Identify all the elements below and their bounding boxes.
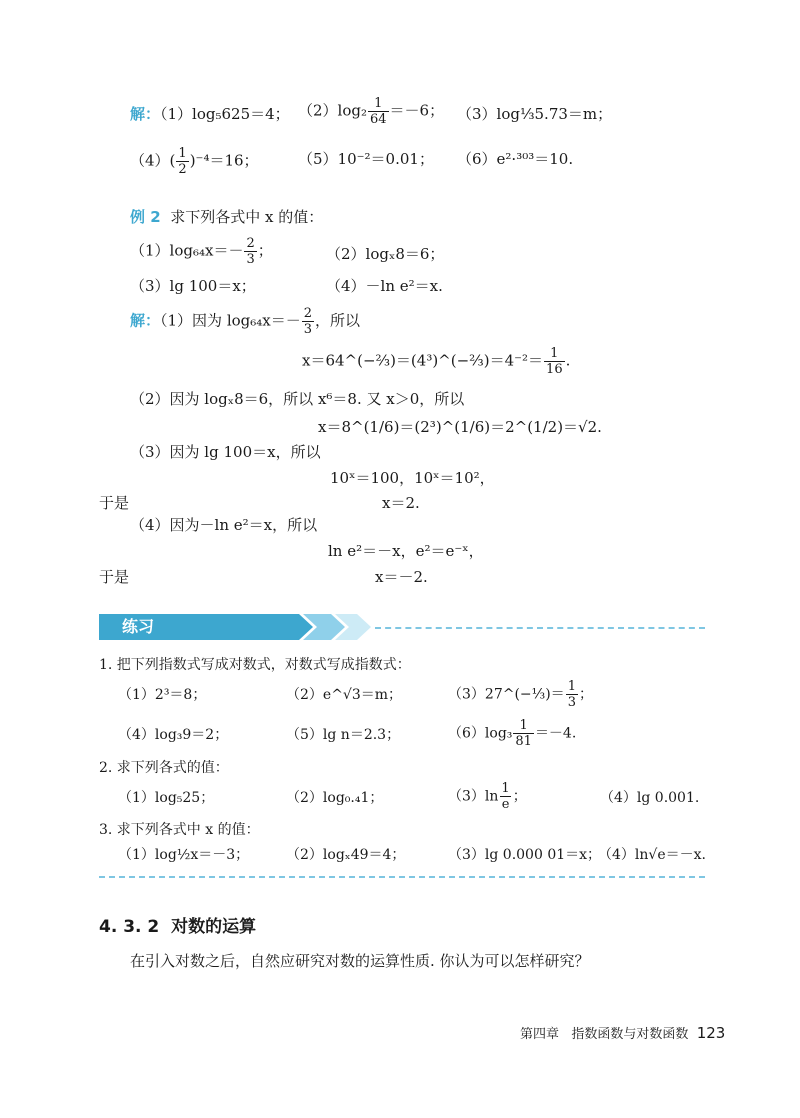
- answer-1: （1）log₅625＝4；: [160, 105, 290, 123]
- practice-q1-e: （5）lg n＝2.3；: [286, 727, 401, 743]
- solution-2-part-4: （4）因为－ln e²＝x，所以: [130, 516, 318, 534]
- solution-1-row-1: [130, 104, 290, 124]
- fraction: $\frac{1}{81}$: [515, 718, 532, 749]
- fraction: $\frac{2}{3}$: [303, 306, 313, 337]
- equation-3-result: x＝2.: [382, 494, 420, 512]
- equation-4-result: x＝－2.: [375, 568, 428, 586]
- footer-chapter-title: 指数函数与对数函数: [571, 1027, 689, 1042]
- section-heading: [99, 916, 256, 938]
- practice-bottom-divider: [99, 876, 705, 878]
- fraction: $\frac{1}{64}$: [370, 96, 387, 127]
- equation-4: ln e²＝－x，e²＝e⁻ˣ，: [328, 542, 484, 560]
- footer-chapter: 第四章: [520, 1027, 560, 1042]
- practice-q1-a: （1）2³＝8；: [118, 687, 207, 703]
- answer-6: （6）e²·³⁰³＝10.: [457, 150, 574, 168]
- yushi-label: 于是: [99, 494, 130, 512]
- solution-label: 解：: [130, 311, 161, 330]
- practice-q1: 1. 把下列指数式写成对数式，对数式写成指数式：: [99, 657, 411, 673]
- practice-divider: [375, 627, 705, 629]
- example-2-heading: [130, 207, 323, 227]
- question-1: （1）log₆₄x＝－ $\frac{2}{3}$ ；: [130, 236, 273, 267]
- practice-q3-c: （3）lg 0.000 01＝x；: [448, 847, 602, 863]
- solution-2-part-2: （2）因为 logₓ8＝6，所以 x⁶＝8. 又 x＞0，所以: [130, 390, 465, 408]
- practice-q2-d: （4）lg 0.001.: [600, 790, 700, 806]
- section-title: 对数的运算: [171, 917, 257, 937]
- section-intro: 在引入对数之后，自然应研究对数的运算性质. 你认为可以怎样研究？: [130, 952, 590, 970]
- practice-title: 练习: [122, 617, 155, 636]
- question-3: （3）lg 100＝x；: [130, 277, 256, 295]
- question-4: （4）－ln e²＝x.: [326, 277, 443, 295]
- solution-2-part-1: 解：（1）因为 log₆₄x＝－ $\frac{2}{3}$ ，所以: [130, 306, 361, 337]
- practice-q2: 2. 求下列各式的值：: [99, 760, 229, 776]
- practice-q1-f: （6）log₃ $\frac{1}{81}$ ＝－4.: [448, 718, 577, 749]
- fraction: $\frac{2}{3}$: [246, 236, 255, 267]
- fraction: $\frac{1}{16}$: [546, 346, 563, 377]
- answer-3: （3）log⅓5.73＝m；: [457, 105, 613, 123]
- answer-5: （5）10⁻²＝0.01；: [298, 150, 434, 168]
- equation-2: x＝8^(1/6)＝(2³)^(1/6)＝2^(1/2)＝√2.: [318, 418, 602, 436]
- answer-4: （4）( $\frac{1}{2}$ )⁻⁴＝16；: [130, 146, 259, 177]
- yushi-label: 于是: [99, 568, 130, 586]
- practice-q2-c: （3）ln $\frac{1}{e}$ ；: [448, 781, 527, 812]
- example-label: 例 2: [130, 208, 161, 226]
- practice-q3: 3. 求下列各式中 x 的值：: [99, 822, 260, 838]
- practice-q3-b: （2）logₓ49＝4；: [286, 847, 406, 863]
- equation-3: 10ˣ＝100，10ˣ＝10²，: [330, 469, 495, 487]
- practice-q1-c: （3）27^(−⅓)＝ $\frac{1}{3}$ ；: [448, 679, 593, 710]
- solution-2-part-3: （3）因为 lg 100＝x，所以: [130, 443, 321, 461]
- page-number: 123: [696, 1024, 726, 1042]
- fraction: $\frac{1}{e}$: [501, 781, 510, 812]
- fraction: $\frac{1}{2}$: [178, 146, 187, 177]
- practice-q1-b: （2）e^√3＝m；: [286, 687, 403, 703]
- practice-q2-a: （1）log₅25；: [118, 790, 215, 806]
- practice-q3-a: （1）log½x＝－3；: [118, 847, 250, 863]
- solution-label: 解：: [130, 105, 161, 123]
- practice-q2-b: （2）log₀.₄1；: [286, 790, 384, 806]
- example-title: 求下列各式中 x 的值：: [170, 208, 324, 226]
- page-footer: [520, 1024, 725, 1044]
- question-2: （2）logₓ8＝6；: [326, 245, 445, 263]
- practice-q1-d: （4）log₃9＝2；: [118, 727, 229, 743]
- equation-1: x＝64^(−⅔)＝(4³)^(−⅔)＝4⁻²＝ $\frac{1}{16}$ .: [302, 346, 571, 377]
- section-number: 4. 3. 2: [99, 917, 160, 937]
- practice-q3-d: （4）ln√e＝－x.: [598, 847, 706, 863]
- fraction: $\frac{1}{3}$: [567, 679, 576, 710]
- answer-2: （2）log₂ $\frac{1}{64}$ ＝－6；: [298, 96, 445, 127]
